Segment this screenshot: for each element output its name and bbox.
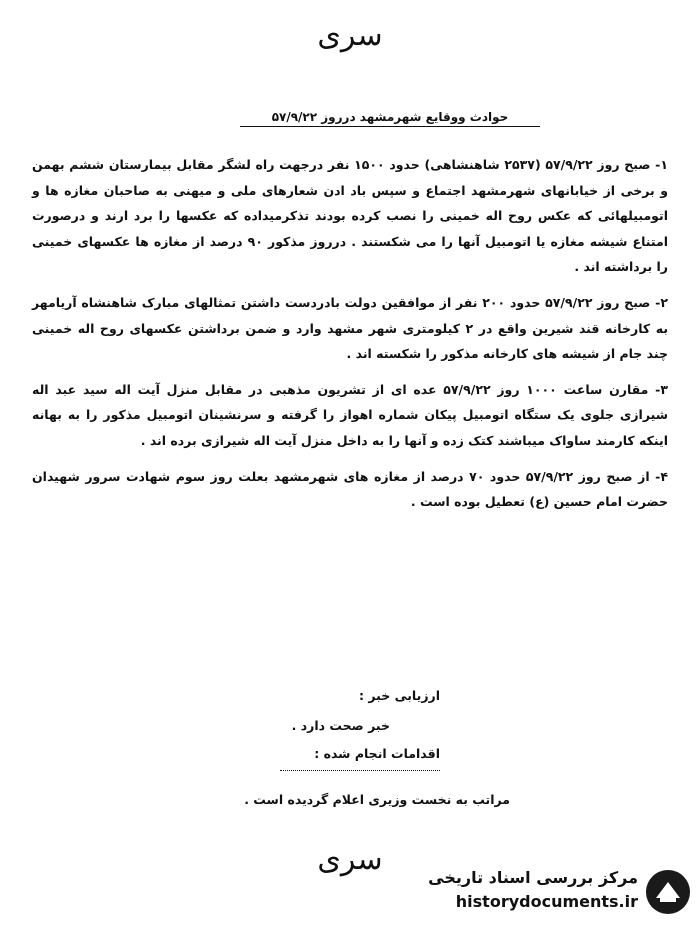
- paragraph-2: ۲- صبح روز ۵۷/۹/۲۲ حدود ۲۰۰ نفر از موافقین دولت بادردست داشتن تمثالهای مبارک شاهنشاه آریامهر به کارخانه قند شیرین واقع در ۲ کیلومتری شهر مشهد وارد و ضمن برداشتن عکسهای روح اله خمینی چند جام از شیشه های کارخانه مذکور را شکسته اند .: [32, 294, 669, 362]
- archive-logo-icon: [644, 868, 692, 916]
- evaluation-value: خبر صحت دارد .: [291, 718, 390, 733]
- document-title: حوادث ووقایع شهرمشهد درروز ۵۷/۹/۲۲: [240, 110, 540, 127]
- closing-note: مراتب به نخست وزیری اعلام گردیده است .: [244, 792, 510, 807]
- classification-stamp-top: سری: [317, 18, 383, 53]
- dotted-divider: [280, 770, 440, 771]
- document-body: [32, 152, 668, 525]
- evaluation-label: ارزیابی خبر :: [359, 688, 440, 703]
- actions-taken-label: اقدامات انجام شده :: [314, 746, 440, 761]
- classification-stamp-bottom: سری: [317, 842, 383, 877]
- archive-watermark: [420, 864, 696, 920]
- archive-url: historydocuments.ir: [455, 892, 638, 911]
- paragraph-1: ۱- صبح روز ۵۷/۹/۲۲ (۲۵۳۷ شاهنشاهی) حدود ۱۵۰۰ نفر درجهت راه لشگر مقابل بیمارستان ششم بهمن و برخی از خیابانهای شهرمشهد اجتماع و سپس باد ادن شعارهای ملی و میهنی به صاحبان مغازه ها و اتومبیلهائی که عکس روح اله خمینی را نصب کرده بودند تذکرمیداده که عکسها را برد ارند و درصورت امتناع شیشه مغازه یا اتومبیل آنها را می شکستند . درروز مذکور ۹۰ درصد از مغازه ها عکسهای خمینی را برداشته اند .: [32, 157, 668, 275]
- archive-name: مرکز بررسی اسناد تاریخی: [428, 868, 638, 887]
- paragraph-4: ۴- از صبح روز ۵۷/۹/۲۲ حدود ۷۰ درصد از مغازه های شهرمشهد بعلت روز سوم شهادت سرور شهیدان حضرت امام حسین (ع) تعطیل بوده است .: [32, 468, 668, 510]
- paragraph-3: ۳- مقارن ساعت ۱۰۰۰ روز ۵۷/۹/۲۲ عده ای از تشریون مذهبی در مقابل منزل آیت اله سید عبد اله شیرازی جلوی یک ستگاه اتومبیل پیکان شماره اهواز را گرفته و سرنشینان اتومبیل مذکور را به بهانه اینکه کارمند ساواک میباشند کتک زده و آنها را به داخل منزل آیت اله شیرازی برده اند .: [32, 381, 669, 448]
